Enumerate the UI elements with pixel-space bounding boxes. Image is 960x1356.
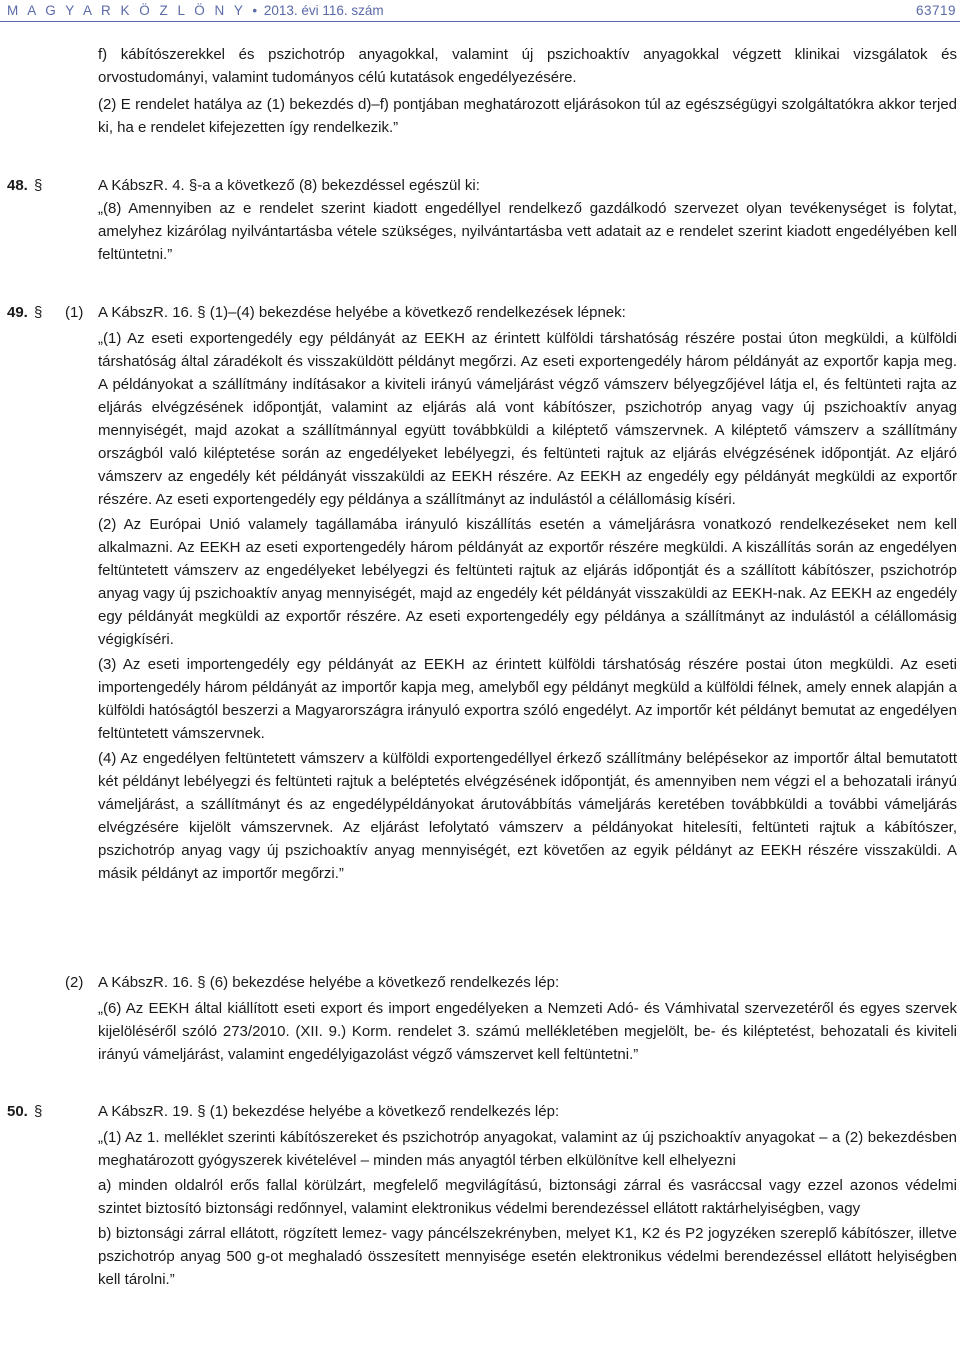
section-sign: § [34,1103,43,1120]
section-number: 50. [7,1103,28,1120]
header-rule [0,21,960,22]
paragraph: a) minden oldalról erős fallal körülzárt, megfelelő megvilágítású, biztonsági zárral és vasráccsal vagy ezzel azonos védelmi szintet biztosító biztonsági redőnnyel, valamint elektronikus védelmi berendezéssel ellátott raktárhelyiségben, vagy [98,1177,957,1217]
section-lead: A KábszR. 16. § (1)–(4) bekezdése helyébe a következő rendelkezések lépnek: [98,304,626,321]
subsection-number: (2) [65,974,84,991]
section-lead: A KábszR. 4. §-a a következő (8) bekezdéssel egészül ki: [98,177,480,194]
section-lead: A KábszR. 19. § (1) bekezdése helyébe a következő rendelkezés lép: [98,1103,560,1120]
paragraph: „(1) Az eseti exportengedély egy példányát az EEKH az érintett külföldi társhatóság részére postai úton megküldi, a külföldi társhatóság által záradékolt és visszaküldött példányt megőrzi. Az eseti exportengedély három példányát az exportőr kapja meg. A példányokat a szállítmány indításakor a kiviteli irányú vámeljárást végző vámszerv bélyegzőjével látja el, és feltünteti rajta az eljárás elvégzésének időpontját, valamint az eljárás alá vont kábítószer, pszichotróp anyag vagy új pszichoaktív anyag mennyiségét, majd azokat a szállítmánnyal együtt továbbküldi a kiléptető vámszervnek. A kiléptető vámszerv a szállítmány országból való kiléptetése során az engedélyeket lebélyegzi, és feltünteti rajtuk az eljárás elvégzésének időpontját. Az eljáró vámszerv az engedély két példányát visszaküldi az EEKH részére. Az EEKH az engedély egy példányát megküldi az exportőr részére. Az eseti exportengedély egy példánya a szállítmányt az indulástól a célállomásig kíséri. [98,330,957,508]
paragraph: „(1) Az 1. melléklet szerinti kábítószereket és pszichotróp anyagokat, valamint az új pszichoaktív anyagokat – a (2) bekezdésben meghatározott gyógyszerek kivételével – minden más anyagtól térben elkülönítve kell elhelyezni [98,1129,957,1169]
journal-title: M A G Y A R K Ö Z L Ö N Y • 2013. évi 116. szám [7,3,384,18]
paragraph: „(8) Amennyiben az e rendelet szerint kiadott engedéllyel rendelkező gazdálkodó szervezet olyan tevékenységet is folytat, amelyhez kizárólag nyilvántartásba vétele szükséges, nyilvántartásba vett adatait az e rendelet szerint kiadott engedélyében kell feltüntetni.” [98,200,957,263]
paragraph: (3) Az eseti importengedély egy példányát az EEKH az érintett külföldi társhatóság részére postai úton megküldi. Az eseti importengedély három példányát az importőr kapja meg, amelyből egy példányt megküld a külföldi félnek, amely ennek alapján a külföldi hatóságtól beszerzi a Magyarországra irányuló exportra szóló engedélyt. Az importőr két példányt bemutat az engedélyen feltüntetett vámszervnek. [98,656,957,742]
paragraph: (2) Az Európai Unió valamely tagállamába irányuló kiszállítás esetén a vámeljárásra vonatkozó rendelkezéseket nem kell alkalmazni. Az EEKH az eseti exportengedély három példányát az exportőr részére megküldi. A kiszállítás során az engedélyen feltüntetett vámszerv az engedélyeket lebélyegzi és feltünteti rajtuk az eljárás időpontját és a szállított kábítószer, pszichotróp anyag vagy új pszichoaktív anyag mennyiségét, majd az engedély két példányát visszaküldi az EEKH-nak. Az EEKH az engedély egy példányát megküldi az exportőr részére. Az eseti exportengedély egy példánya a szállítmányt az indulástól a célállomásig végigkíséri. [98,516,957,648]
section-sign: § [34,177,43,194]
subsection-number: (1) [65,304,84,321]
section-49-body [98,327,957,885]
intro-block [98,43,957,139]
section-48-body [98,197,957,266]
issue-number: 2013. évi 116. szám [263,3,384,18]
section-sign: § [34,304,43,321]
section-50-body [98,1126,957,1291]
page-header [7,2,956,22]
page-number: 63719 [915,3,956,18]
section-number: 48. [7,177,28,194]
paragraph: b) biztonsági zárral ellátott, rögzített lemez- vagy páncélszekrényben, melyet K1, K2 és P2 jogyzéken szereplő kábítószer, illetve pszichotróp anyag 500 g-ot meghaladó összesített mennyisége esetén elektronikus védelmi berendezéssel ellátott helyiségben kell tárolni.” [98,1225,957,1288]
section-number: 49. [7,304,28,321]
section-49-sub2-body [98,997,957,1066]
section-lead: A KábszR. 16. § (6) bekezdése helyébe a következő rendelkezés lép: [98,974,560,991]
paragraph: f) kábítószerekkel és pszichotróp anyagokkal, valamint új pszichoaktív anyagokkal végzett klinikai vizsgálatok és orvostudományi, valamint tudományos célú kutatások engedélyezésére. [98,46,957,86]
paragraph: (4) Az engedélyen feltüntetett vámszerv a külföldi exportengedéllyel érkező szállítmány belépésekor az importőr által bemutatott két példányt lebélyegzi és feltünteti rajtuk a beléptetés elvégzésének időpontját, és amennyiben nem végzi el a behozatali irányú vámeljárást, a szállítmányt és az engedélypéldányokat árutovábbítás vámeljárás keretében továbbküldi a további vámeljárás elvégzésére kijelölt vámszervnek. Az eljárást lefolytató vámszerv a példányokat hitelesíti, feltünteti rajtuk a kábítószer, pszichotróp anyag vagy új pszichoaktív anyag mennyiségét, ezt követően az egyik példányt az EEKH részére visszaküldi. A másik példányt az importőr megőrzi.” [98,750,957,882]
paragraph: (2) E rendelet hatálya az (1) bekezdés d)–f) pontjában meghatározott eljárásokon túl az egészségügyi szolgáltatókra akkor terjed ki, ha e rendelet kifejezetten így rendelkezik.” [98,96,957,136]
paragraph: „(6) Az EEKH által kiállított eseti export és import engedélyeken a Nemzeti Adó- és Vámhivatal szervezetéről és egyes szervek kijelöléséről szóló 273/2010. (XII. 9.) Korm. rendelet 3. számú mellékletében megjelölt, be- és kiléptetést, behozatali és kiviteli irányú vámeljárást, valamint engedélyigazolást végző vámszervet kell feltüntetni.” [98,1000,957,1063]
header-bullet: • [252,3,258,18]
